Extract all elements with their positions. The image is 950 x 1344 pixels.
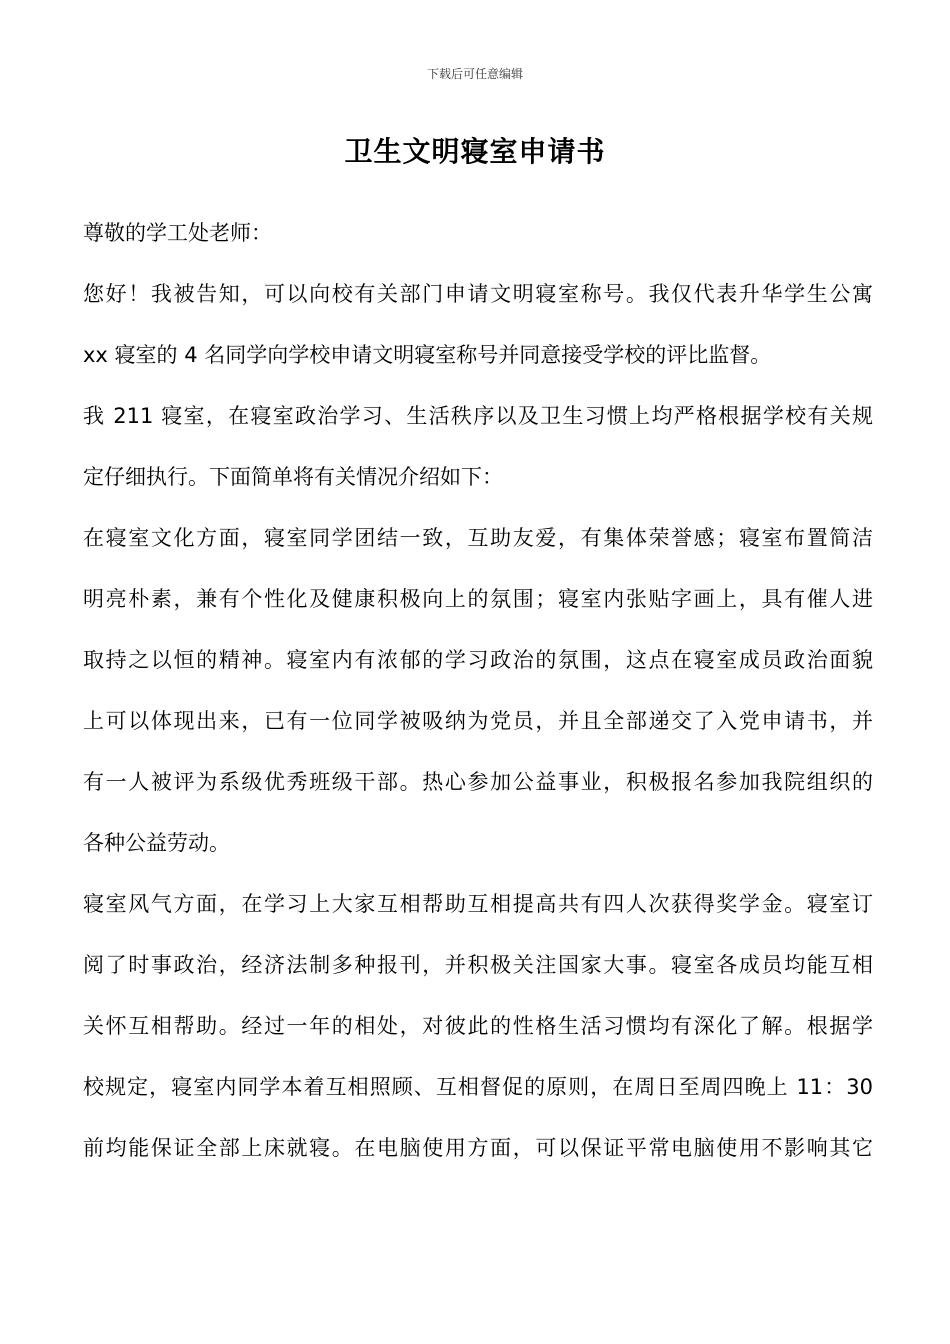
text-line: 我 211 寝室，在寝室政治学习、生活秩序以及卫生习惯上均严格根据学校有关规 — [83, 404, 873, 428]
paragraph-greeting — [83, 278, 873, 372]
document-title: 卫生文明寝室申请书 — [344, 135, 606, 168]
salutation-paragraph — [83, 217, 873, 250]
paragraph-intro — [83, 400, 873, 494]
text-line: 寝室风气方面，在学习上大家互相帮助互相提高共有四人次获得奖学金。寝室订 — [83, 892, 873, 916]
text-line: 定仔细执行。下面简单将有关情况介绍如下： — [83, 465, 503, 489]
text-line: 在寝室文化方面，寝室同学团结一致，互助友爱，有集体荣誉感；寝室布置简洁 — [83, 526, 873, 550]
header-note: 下载后可任意编辑 — [426, 67, 523, 81]
paragraph-culture — [83, 522, 873, 860]
text-line: 阅了时事政治，经济法制多种报刊，并积极关注国家大事。寝室各成员均能互相 — [83, 953, 873, 977]
text-line: 明亮朴素，兼有个性化及健康积极向上的氛围；寝室内张贴字画上，具有催人进 — [83, 587, 873, 611]
text-line: 取持之以恒的精神。寝室内有浓郁的学习政治的氛围，这点在寝室成员政治面貌 — [83, 648, 873, 672]
salutation-line: 尊敬的学工处老师： — [83, 221, 272, 245]
document-body — [83, 217, 873, 1193]
text-line: 关怀互相帮助。经过一年的相处，对彼此的性格生活习惯均有深化了解。根据学 — [83, 1014, 873, 1038]
paragraph-atmosphere — [83, 888, 873, 1165]
text-line: 校规定，寝室内同学本着互相照顾、互相督促的原则，在周日至周四晚上 11：30 — [83, 1075, 873, 1099]
text-line: xx 寝室的 4 名同学向学校申请文明寝室称号并同意接受学校的评比监督。 — [83, 343, 772, 367]
text-line: 前均能保证全部上床就寝。在电脑使用方面，可以保证平常电脑使用不影响其它 — [83, 1136, 873, 1160]
text-line: 上可以体现出来，已有一位同学被吸纳为党员，并且全部递交了入党申请书，并 — [83, 709, 873, 733]
text-line: 各种公益劳动。 — [83, 831, 230, 855]
text-line: 有一人被评为系级优秀班级干部。热心参加公益事业，积极报名参加我院组织的 — [83, 770, 873, 794]
text-line: 您好！我被告知，可以向校有关部门申请文明寝室称号。我仅代表升华学生公寓 — [83, 282, 873, 306]
